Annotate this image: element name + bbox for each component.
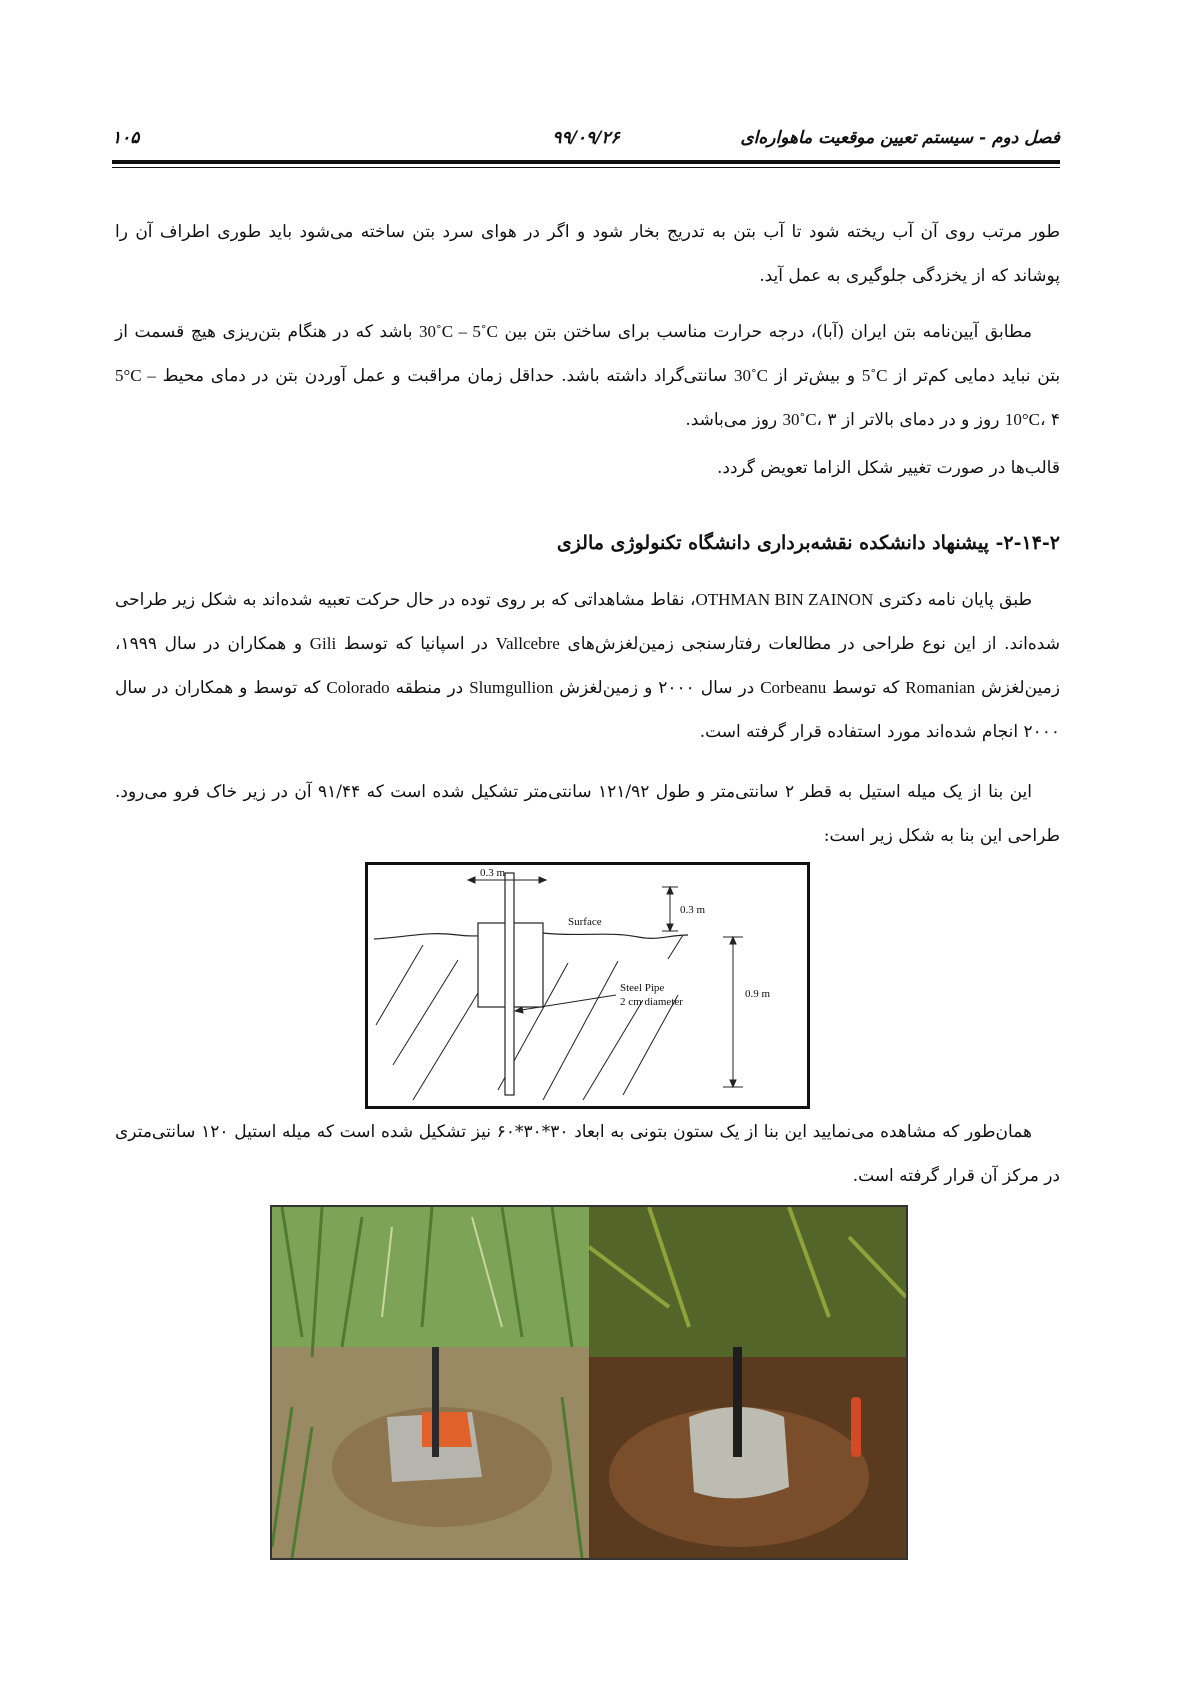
- paragraph-4: طبق پایان نامه دکتری OTHMAN BIN ZAINON، نقاط مشاهداتی که بر روی توده در حال حرکت تعبیه شده‌اند به شکل زیر طراحی شده‌اند. از این نوع طراحی در مطالعات رفتارسنجی زمین‌لغزش‌های Vallcebre در اسپانیا که توسط Gili و همکاران در سال ۱۹۹۹، زمین‌لغزش Romanian که توسط Corbeanu در سال ۲۰۰۰ و زمین‌لغزش Slumgullion در منطقه Colorado که توسط و همکاران در سال ۲۰۰۰ انجام شده‌اند مورد استفاده قرار گرفته است.: [115, 590, 1060, 742]
- min-temp: 5˚C: [861, 366, 888, 385]
- photo-right: [589, 1207, 906, 1558]
- temp-range-2: 5°C – 10°C: [115, 366, 1040, 429]
- photo-left: [272, 1207, 589, 1558]
- pipe-label-line2: 2 cm diameter: [620, 996, 683, 1008]
- monument-diagram: [365, 862, 810, 1109]
- page-number: ۱۰۵: [112, 128, 140, 148]
- header-rule-thick: [112, 160, 1060, 164]
- temp-range-1: 30˚C – 5˚C: [419, 322, 498, 341]
- section-heading: ۲-۱۴-۲- پیشنهاد دانشکده نقشه‌برداری دانشگاه تکنولوژی مالزی: [556, 532, 1060, 554]
- max-temp: 30˚C: [733, 366, 768, 385]
- pipe-label-line1: Steel Pipe: [620, 982, 665, 994]
- surface-label: Surface: [568, 916, 602, 928]
- header-rule-thin: [112, 167, 1060, 168]
- paragraph-3: قالب‌ها در صورت تغییر شکل الزاما تعویض گردد.: [716, 458, 1060, 478]
- high-temp: 30˚C: [782, 410, 817, 429]
- chapter-title: فصل دوم - سیستم تعیین موقعیت ماهواره‌ای: [740, 128, 1060, 148]
- paragraph-1: طور مرتب روی آن آب ریخته شود تا آب بتن به تدریج بخار شود و اگر در هوای سرد بتن ساخته می‌شود باید طوری اطراف آن را پوشاند که از یخزدگی جلوگیری به عمل آید.: [115, 222, 1060, 286]
- author-name: OTHMAN BIN ZAINON: [695, 590, 874, 609]
- width-label: 0.3 m: [480, 867, 506, 879]
- paragraph-2: مطابق آیین‌نامه بتن ایران (آبا)، درجه حرارت مناسب برای ساختن بتن بین 30˚C – 5˚C باشد که در هنگام بتن‌ریزی هیچ قسمت از بتن نباید دمایی کم‌تر از 5˚C و بیش‌تر از 30˚C سانتی‌گراد داشته باشد. حداقل زمان مراقبت و عمل آوردن بتن در دمای محیط 5°C – 10°C، ۴ روز و در دمای بالاتر از 30˚C، ۳ روز می‌باشد.: [115, 322, 1061, 430]
- depth-label: 0.9 m: [745, 988, 771, 1000]
- header-date: ۹۹/۰۹/۲۶: [552, 128, 620, 148]
- top-height-label: 0.3 m: [680, 904, 706, 916]
- monument-photos: [270, 1205, 908, 1560]
- page-header: [112, 128, 1060, 154]
- paragraph-5: این بنا از یک میله استیل به قطر ۲ سانتی‌متر و طول ۱۲۱/۹۲ سانتی‌متر تشکیل شده است که ۹۱/۴۴ آن در زیر خاک فرو می‌رود. طراحی این بنا به شکل زیر است:: [115, 782, 1060, 846]
- paragraph-6: همان‌طور که مشاهده می‌نمایید این بنا از یک ستون بتونی به ابعاد ۳۰*۳۰*۶۰ نیز تشکیل شده است که میله استیل ۱۲۰ سانتی‌متری در مرکز آن قرار گرفته است.: [115, 1122, 1060, 1186]
